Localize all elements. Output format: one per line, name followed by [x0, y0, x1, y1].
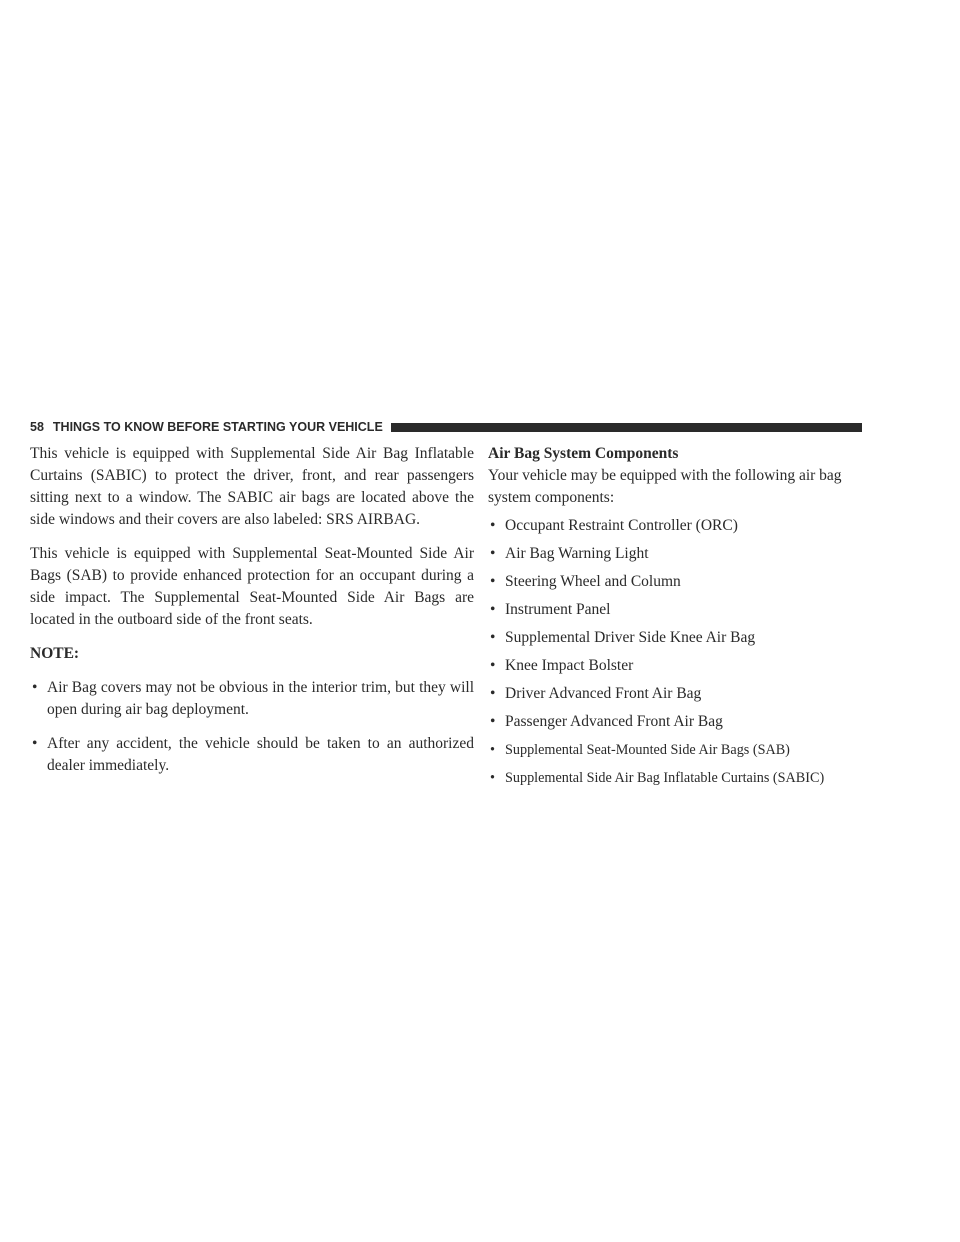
- bullet-icon: •: [490, 770, 495, 786]
- list-item: [488, 571, 862, 593]
- list-item-text: Air Bag Warning Light: [505, 545, 649, 562]
- bullet-icon: •: [32, 679, 38, 696]
- list-item: [488, 767, 862, 789]
- note-item: [30, 733, 474, 777]
- sabic-paragraph: This vehicle is equipped with Supplemental Side Air Bag Inflatable Curtains (SABIC) to protect the driver, front, and rear passengers sitting next to a window. The SABIC air bags are located above the side windows and their covers are also labeled: SRS AIRBAG.: [30, 445, 474, 528]
- list-item-text: Supplemental Side Air Bag Inflatable Curtains (SABIC): [505, 770, 825, 786]
- note-item-text: After any accident, the vehicle should be taken to an authorized dealer immediately.: [47, 735, 474, 774]
- list-item-text: Steering Wheel and Column: [505, 573, 681, 590]
- list-item: [488, 543, 862, 565]
- bullet-icon: •: [490, 601, 496, 618]
- note-list: [30, 677, 474, 777]
- note-item-text: Air Bag covers may not be obvious in the interior trim, but they will open during air bag deployment.: [47, 679, 474, 718]
- bullet-icon: •: [490, 629, 496, 646]
- left-column: [30, 443, 474, 789]
- bullet-icon: •: [490, 517, 496, 534]
- list-item-text: Driver Advanced Front Air Bag: [505, 685, 702, 702]
- components-intro: Your vehicle may be equipped with the following air bag system components:: [488, 467, 842, 506]
- bullet-icon: •: [490, 545, 496, 562]
- bullet-icon: •: [490, 573, 496, 590]
- bullet-icon: •: [490, 742, 495, 758]
- page-number: 58: [30, 420, 44, 434]
- list-item: [488, 515, 862, 537]
- list-item-text: Occupant Restraint Controller (ORC): [505, 517, 738, 534]
- bullet-icon: •: [490, 685, 496, 702]
- bullet-icon: •: [490, 657, 496, 674]
- components-heading: Air Bag System Components: [488, 445, 679, 462]
- section-title: THINGS TO KNOW BEFORE STARTING YOUR VEHICLE: [52, 420, 383, 434]
- list-item: [488, 655, 862, 677]
- right-column: [488, 443, 862, 795]
- sab-paragraph: This vehicle is equipped with Supplemental Seat-Mounted Side Air Bags (SAB) to provide enhanced protection for an occupant during a side impact. The Supplemental Seat-Mounted Side Air Bags are located in the outboard side of the front seats.: [30, 545, 474, 628]
- header-rule: [391, 423, 862, 432]
- list-item: [488, 739, 862, 761]
- page-header: [30, 418, 862, 436]
- list-item: [488, 683, 862, 705]
- note-label: NOTE:: [30, 645, 80, 662]
- list-item-text: Passenger Advanced Front Air Bag: [505, 713, 723, 730]
- list-item-text: Instrument Panel: [505, 601, 611, 618]
- components-list: [488, 515, 862, 789]
- list-item: [488, 711, 862, 733]
- bullet-icon: •: [32, 735, 38, 752]
- bullet-icon: •: [490, 713, 496, 730]
- list-item-text: Knee Impact Bolster: [505, 657, 634, 674]
- list-item-text: Supplemental Seat-Mounted Side Air Bags (SAB): [505, 742, 790, 758]
- list-item: [488, 599, 862, 621]
- list-item-text: Supplemental Driver Side Knee Air Bag: [505, 629, 756, 646]
- list-item: [488, 627, 862, 649]
- note-item: [30, 677, 474, 721]
